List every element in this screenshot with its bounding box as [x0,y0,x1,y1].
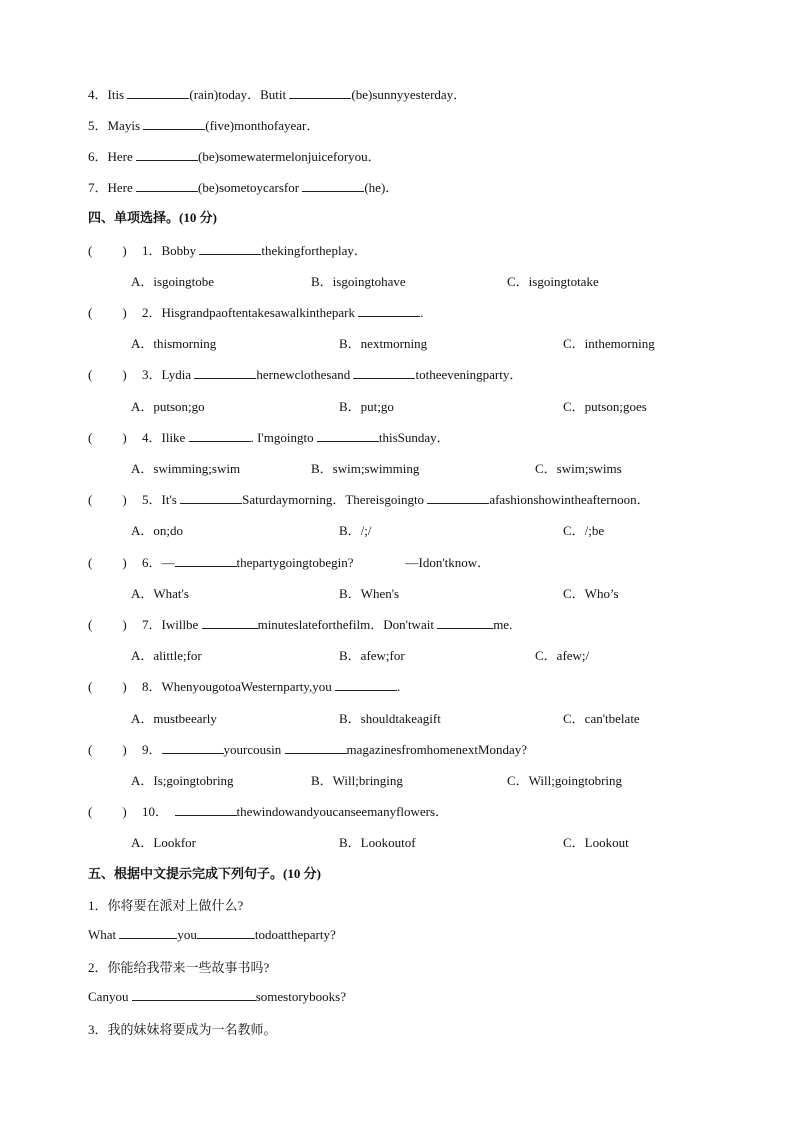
answer-blank[interactable] [136,148,198,161]
fill-item-7 [88,177,398,196]
translation-prompt-2: 2．你能给我带来一些故事书吗? [88,960,270,975]
answer-blank[interactable] [302,179,364,192]
option-a[interactable]: A．thismorning [131,336,217,351]
option-c[interactable]: C．putson;goes [563,399,647,414]
option-a[interactable]: A．Is;goingtobring [131,773,234,788]
answer-paren[interactable]: ( ) [88,555,127,570]
option-c[interactable]: C．inthemorning [563,336,655,351]
option-b[interactable]: B．afew;for [339,648,405,663]
option-c[interactable]: C．/;be [563,523,605,538]
mcq-stem-10: ( ) 10． thewindowandyoucanseemanyflowers． [88,804,449,819]
answer-paren[interactable]: ( ) [88,679,127,694]
answer-paren[interactable]: ( ) [88,305,127,320]
item-text: (be)sometoycarsfor [198,180,303,195]
answer-blank[interactable] [180,491,242,504]
answer-paren[interactable]: ( ) [88,430,127,445]
fill-item-5 [88,115,319,134]
answer-blank[interactable] [317,429,379,442]
item-text: (five)monthofayear． [205,118,320,133]
answer-blank[interactable] [175,554,237,567]
option-b[interactable]: B．When's [339,586,400,601]
answer-blank[interactable] [437,616,493,629]
item-text: 6．Here [88,149,137,164]
option-a[interactable]: A．alittle;for [131,648,202,663]
answer-paren[interactable]: ( ) [88,492,127,507]
mcq-stem-7: ( ) 7．Iwillbe minuteslateforthefilm．Don'twait me. [88,617,513,632]
option-c[interactable]: C．swim;swims [535,461,622,476]
item-text: (he)． [364,180,399,195]
answer-paren[interactable]: ( ) [88,243,127,258]
answer-blank[interactable] [335,678,397,691]
answer-blank[interactable] [136,179,198,192]
translation-answer-1: What you todoattheparty? [88,927,336,942]
option-b[interactable]: B．Will;bringing [311,773,403,788]
answer-blank[interactable] [189,429,251,442]
option-a[interactable]: A．on;do [131,523,184,538]
option-c[interactable]: C．afew;/ [535,648,590,663]
option-b[interactable]: B．put;go [339,399,394,414]
mcq-stem-9: ( ) 9． yourcousin magazinesfromhomenextMonday? [88,742,528,757]
fill-item-4 [88,84,466,103]
item-text: (be)somewatermelonjuiceforyou． [198,149,381,164]
answer-paren[interactable]: ( ) [88,804,127,819]
answer-blank[interactable] [175,803,237,816]
option-a[interactable]: A．mustbeearly [131,711,217,726]
answer-blank[interactable] [127,86,189,99]
option-a[interactable]: A．putson;go [131,399,205,414]
answer-blank[interactable] [199,242,261,255]
answer-blank[interactable] [143,117,205,130]
answer-blank[interactable] [132,988,256,1001]
item-text: 5．Mayis [88,118,144,133]
mcq-stem-2: ( ) 2．Hisgrandpaoftentakesawalkinthepark . [88,305,424,320]
answer-blank[interactable] [285,741,347,754]
translation-answer-2: Canyou somestorybooks? [88,989,346,1004]
option-c[interactable]: C．isgoingtotake [507,274,599,289]
answer-paren[interactable]: ( ) [88,742,127,757]
mcq-stem-1: ( ) 1．Bobby thekingfortheplay． [88,243,367,258]
answer-blank[interactable] [353,366,415,379]
option-c[interactable]: C．Lookout [563,835,629,850]
answer-blank[interactable] [194,366,256,379]
option-b[interactable]: B．shouldtakeagift [339,711,441,726]
item-text: (be)sunnyyesterday． [351,87,467,102]
answer-blank[interactable] [119,926,177,939]
answer-blank[interactable] [162,741,224,754]
answer-paren[interactable]: ( ) [88,617,127,632]
option-a[interactable]: A．swimming;swim [131,461,241,476]
answer-paren[interactable]: ( ) [88,367,127,382]
translation-prompt-3: 3．我的妹妹将要成为一名教师。 [88,1022,277,1037]
option-b[interactable]: B．isgoingtohave [311,274,406,289]
option-c[interactable]: C．Will;goingtobring [507,773,623,788]
option-a[interactable]: A．What's [131,586,189,601]
answer-blank[interactable] [358,304,420,317]
option-b[interactable]: B．swim;swimming [311,461,420,476]
option-a[interactable]: A．Lookfor [131,835,196,850]
option-b[interactable]: B．Lookoutof [339,835,416,850]
mcq-stem-4: ( ) 4．Ilike . I'mgoingto thisSunday． [88,430,450,445]
answer-blank[interactable] [202,616,258,629]
option-b[interactable]: B．nextmorning [339,336,428,351]
option-c[interactable]: C．can'tbelate [563,711,640,726]
fill-item-6 [88,146,381,165]
answer-blank[interactable] [289,86,351,99]
mcq-stem-3: ( ) 3．Lydia hernewclothesand totheeveningparty． [88,367,523,382]
item-text: 7．Here [88,180,137,195]
mcq-stem-8: ( ) 8．WhenyougotoaWesternparty,you . [88,679,401,694]
answer-blank[interactable] [197,926,255,939]
mcq-stem-6: ( ) 6．— thepartygoingtobegin? —Idon'tknow． [88,555,491,570]
mcq-stem-5: ( ) 5．It's Saturdaymorning．Thereisgoingto afashionshowintheafternoon． [88,492,650,507]
translation-prompt-1: 1．你将要在派对上做什么? [88,898,244,913]
option-b[interactable]: B．/;/ [339,523,372,538]
option-a[interactable]: A．isgoingtobe [131,274,215,289]
item-text: (rain)today．Butit [189,87,290,102]
item-text: 4．Itis [88,87,128,102]
option-c[interactable]: C．Who’s [563,586,619,601]
section-5-heading: 五、根据中文提示完成下列句子。(10 分) [88,866,321,881]
answer-blank[interactable] [427,491,489,504]
section-4-heading: 四、单项选择。(10 分) [88,210,217,225]
